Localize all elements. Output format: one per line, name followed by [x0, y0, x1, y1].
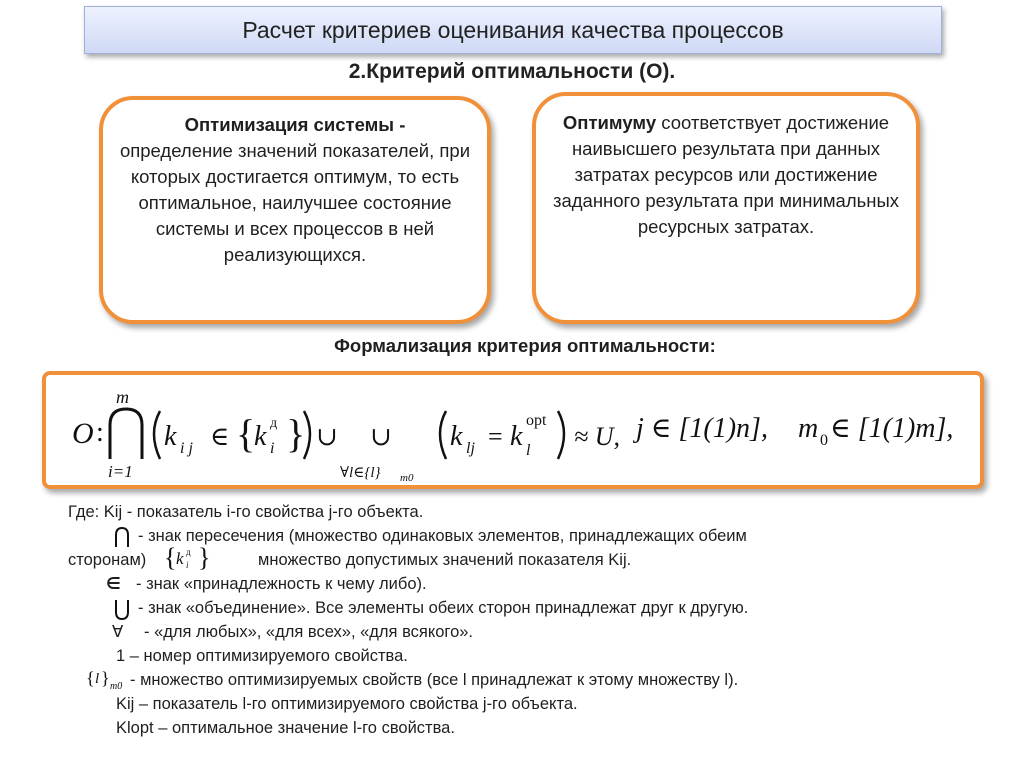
- definition-term: Оптимизация системы -: [184, 114, 406, 135]
- formula-m0-range: ∈ [1(1)m],: [830, 413, 954, 444]
- svg-text:m0: m0: [110, 681, 123, 692]
- definition-text: соответствует достижение наивысшего результата при данных затратах ресурсов или достижение заданного результата при минимальных ресурсных затратах.: [552, 112, 900, 237]
- svg-text:д: д: [186, 547, 191, 557]
- svg-text:{: {: [236, 411, 256, 456]
- definition-card-optimization: [99, 96, 491, 324]
- desc-text: - «для любых», «для всех», «для всякого».: [144, 623, 474, 641]
- svg-text:k: k: [176, 549, 184, 568]
- desc-text: - множество оптимизируемых свойств (все l принадлежат к этому множеству l).: [130, 671, 739, 689]
- svg-text:{: {: [164, 544, 177, 572]
- formula-k-i: k: [254, 421, 267, 452]
- set-l-icon: [84, 666, 130, 692]
- svg-text:{: {: [86, 668, 95, 688]
- title-bar: [84, 6, 942, 54]
- desc-line-set: [68, 544, 968, 572]
- forall-icon: ∀: [112, 623, 124, 641]
- svg-text:}: }: [198, 544, 211, 572]
- desc-text: - знак «объединение». Все элементы обеих сторон принадлежат друг к другую.: [138, 599, 749, 617]
- formula-sup-opt: opt: [526, 412, 547, 429]
- description: [68, 500, 968, 740]
- svg-text:i: i: [186, 560, 189, 570]
- formula-sub-i: i: [270, 440, 275, 457]
- formula-i-eq-1: i=1: [108, 462, 133, 481]
- svg-text:}: }: [286, 411, 306, 456]
- element-of-icon: ∈: [106, 575, 121, 593]
- svg-text:∪: ∪: [370, 422, 392, 451]
- desc-text: Klopt – оптимальное значение l-го свойства.: [116, 719, 455, 737]
- desc-text: сторонам): [68, 551, 147, 569]
- formula-sub-m0: m0: [400, 472, 414, 484]
- formula-m0: m: [798, 413, 819, 444]
- page-subtitle: 2.Критерий оптимальности (О).: [348, 60, 676, 83]
- section-title: Формализация критерия оптимальности:: [334, 335, 716, 356]
- definition-text: определение значений показателей, при которых достигается оптимум, то есть оптимальное, наилучшее состояние системы и всех процессов в ней реализующихся.: [119, 140, 471, 265]
- formula-approx-u: ≈ U,: [574, 422, 621, 451]
- definition-term: Оптимуму: [562, 112, 657, 133]
- desc-line-forall: [68, 620, 968, 644]
- svg-text:=: =: [488, 422, 503, 451]
- formula-m0-sub: 0: [820, 432, 828, 449]
- desc-line: [68, 692, 968, 716]
- set-k-icon: [164, 544, 220, 572]
- formula-k-ij: k: [164, 421, 177, 452]
- desc-line: [68, 644, 968, 668]
- definition-card-optimum: [532, 92, 920, 324]
- formula-j-range: j ∈ [1(1)n],: [636, 413, 768, 444]
- desc-text: - знак «принадлежность к чему либо).: [136, 575, 427, 593]
- formula-sup-d: д: [270, 416, 278, 431]
- svg-text:∈: ∈: [210, 422, 230, 451]
- page-title: Расчет критериев оценивания качества процессов: [242, 16, 784, 43]
- optimality-formula: [64, 381, 644, 485]
- svg-text::: :: [96, 417, 104, 448]
- desc-line: [68, 500, 968, 524]
- desc-line: [68, 716, 968, 740]
- desc-text: множество допустимых значений показателя Kij.: [258, 551, 632, 569]
- formula-sub-l: l: [526, 442, 531, 459]
- formula-sub-lj: lj: [466, 440, 475, 457]
- desc-text: 1 – номер оптимизируемого свойства.: [116, 647, 408, 665]
- union-icon: [112, 598, 132, 620]
- intersection-icon: [112, 526, 132, 548]
- desc-text: Где: Kij - показатель i-го свойства j-го объекта.: [68, 503, 424, 521]
- svg-text:∪: ∪: [316, 422, 338, 451]
- formula-box: [42, 371, 984, 489]
- desc-text: Kij – показатель l-го оптимизируемого свойства j-го объекта.: [116, 695, 578, 713]
- range-formula: [632, 395, 972, 455]
- formula-sub-ij: i j: [180, 440, 193, 457]
- desc-line-set-l: [68, 668, 968, 692]
- desc-line-union: [68, 596, 968, 620]
- formula-m-upper: m: [116, 387, 129, 407]
- svg-text:}: }: [101, 668, 110, 688]
- desc-line-element: [68, 572, 968, 596]
- svg-text:l: l: [95, 671, 100, 687]
- formula-k-lj: k: [450, 421, 463, 452]
- formula-o: O: [72, 417, 94, 450]
- formula-forall-l: ∀l∈{l}: [340, 465, 381, 481]
- formula-k-l: k: [510, 421, 523, 452]
- desc-text: - знак пересечения (множество одинаковых элементов, принадлежащих обеим: [138, 527, 747, 545]
